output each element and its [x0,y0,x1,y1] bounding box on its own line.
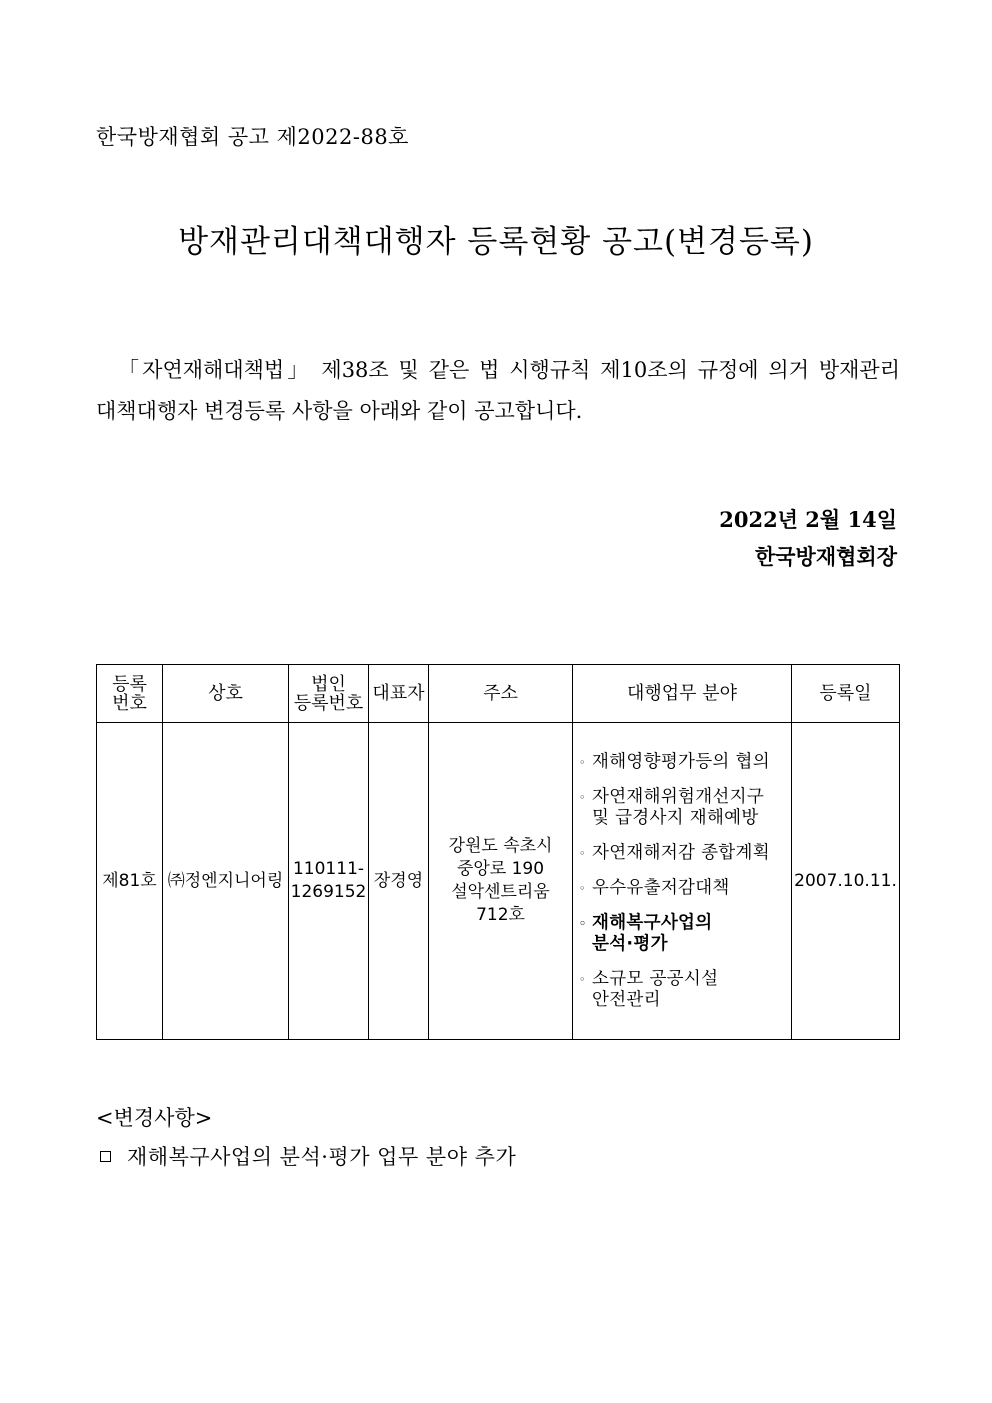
field-item: ◦ 자연재해위험개선지구 및 급경사지 재해예방 [579,786,765,828]
changes-label: <변경사항> [96,1106,213,1130]
field-item-new: ◦ 재해복구사업의 분석·평가 [579,912,713,954]
changes-item [100,1141,516,1171]
header-fields: 대행업무 분야 [573,665,792,723]
header-company: 상호 [163,665,289,723]
header-representative: 대표자 [369,665,429,723]
header-reg-no: 등록 번호 [97,665,163,723]
table-row [97,723,900,1040]
changes-item-text: 재해복구사업의 분석·평가 업무 분야 추가 [127,1145,517,1169]
cell-address: 강원도 속초시 중앙로 190 설악센트리움 712호 [429,723,573,1040]
cell-representative: 장경영 [369,723,429,1040]
field-item: ◦ 소규모 공공시설 안전관리 [579,968,719,1010]
header-reg-date: 등록일 [792,665,900,723]
field-item: ◦ 우수유출저감대책 [579,877,730,898]
square-bullet-icon [100,1151,111,1162]
cell-reg-date: 2007.10.11. [792,723,900,1040]
small-circle-icon: ◦ [579,881,586,895]
page-title: 방재관리대책대행자 등록현황 공고(변경등록) [178,224,814,260]
notice-number: 한국방재협회 공고 제2022-88호 [96,125,409,149]
header-address: 주소 [429,665,573,723]
notice-body-line-2: 대책대행자 변경등록 사항을 아래와 같이 공고합니다. [96,399,583,423]
cell-fields [573,723,792,1040]
notice-body-line-1: 「자연재해대책법」 제38조 및 같은 법 시행규칙 제10조의 규정에 의거 방재관리 [118,358,900,382]
cell-reg-no: 제81호 [97,723,163,1040]
notice-body [96,350,900,432]
field-item: ◦ 재해영향평가등의 협의 [579,751,770,772]
notice-date: 2022년 2월 14일 [719,507,897,532]
cell-company: ㈜정엔지니어링 [163,723,289,1040]
notice-signer: 한국방재협회장 [754,544,897,569]
small-circle-icon: ◦ [579,846,586,860]
field-item: ◦ 자연재해저감 종합계획 [579,842,770,863]
table-header-row [97,665,900,723]
small-circle-icon: ◦ [579,916,587,930]
small-circle-icon: ◦ [579,972,586,986]
small-circle-icon: ◦ [579,790,586,804]
small-circle-icon: ◦ [579,755,586,769]
cell-corp-reg-no: 110111- 1269152 [289,723,369,1040]
registration-table [96,664,900,1040]
header-corp-reg-no: 법인 등록번호 [289,665,369,723]
